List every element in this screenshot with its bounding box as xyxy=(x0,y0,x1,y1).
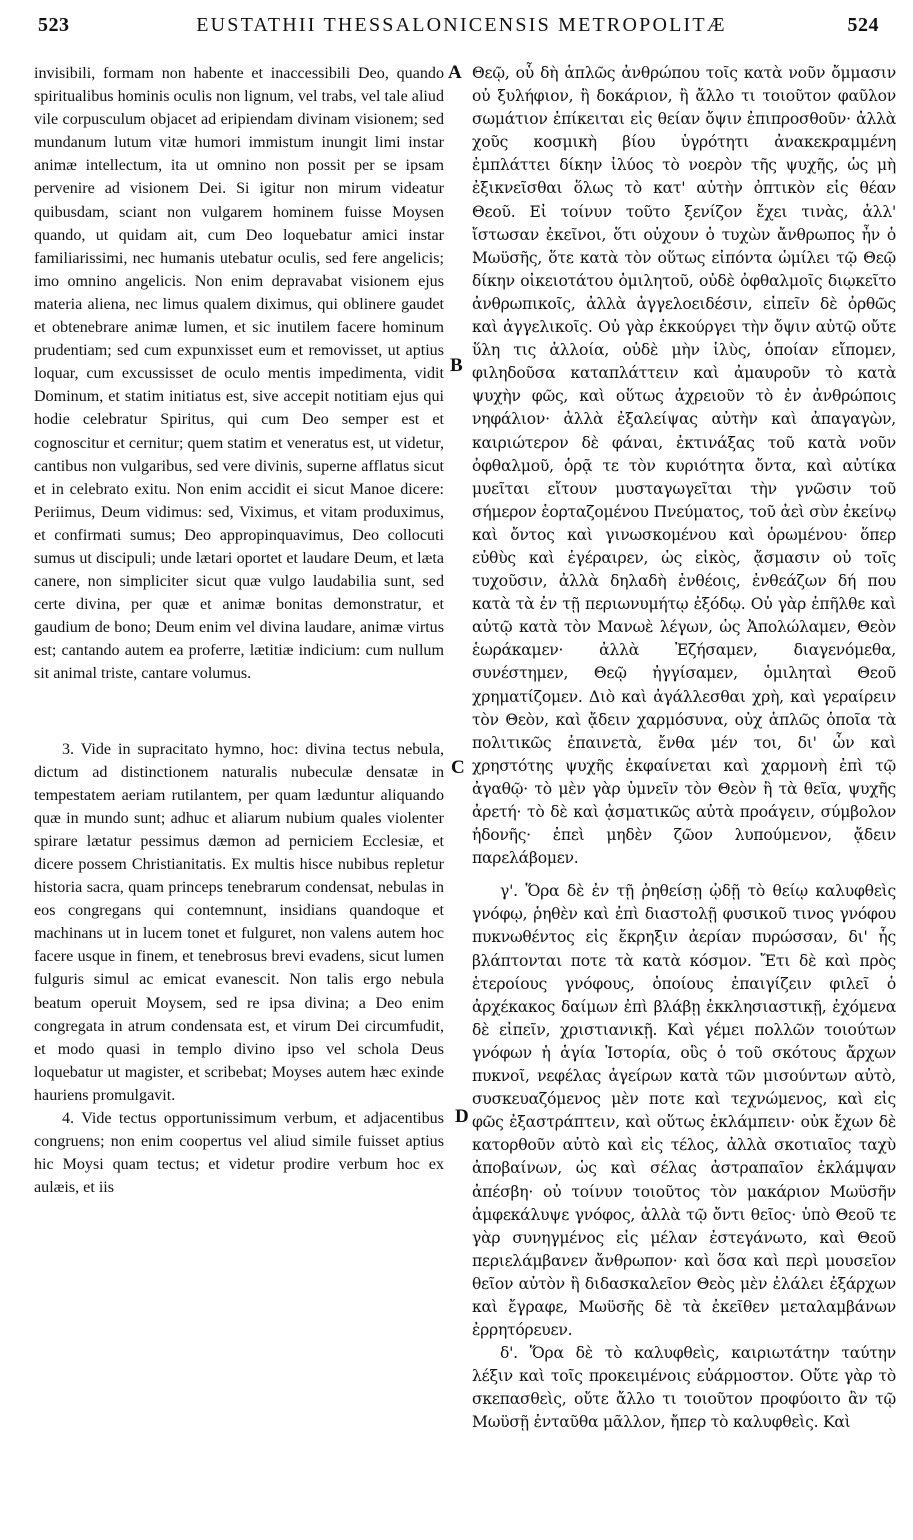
greek-column xyxy=(472,62,896,1435)
latin-paragraph-section-3: 3. Vide in supracitato hymno, hoc: divina tectus nebula, dictum ad distinctionem naturalis nubeculæ densatæ in tempestatem aeriam rutilantem, per quam læduntur aliquando quæ in mundo sunt; adhuc et aliarum nubium quales violenter spirare lætatur pessimus dæmon ad perniciem Ecclesiæ, et dicere possem Christianitatis. Ex multis hisce nubibus repletur historia sacra, quam princeps tenebrarum condensat, nebulas in eos congregans qui contemnunt, insidians quandoque et machinans ut in lucem tonet et fulguret, non valens autem hoc facere usque in finem, et tenebrosus brevi evadens, sicut lumen fulguris simul ac emicat evanescit. Non talis ergo nebula beatum operuit Moysem, sed re ipsa divina; a Deo enim congregata in atrum condensata est, et virum Dei circumfudit, et modo quasi in templo divino ipso vel schola Deus loquebatur ut magister, et scribebat; Moyses autem hæc exinde hauriens promulgavit. xyxy=(34,740,444,1104)
page-header xyxy=(24,8,899,42)
greek-paragraph-section-3: γ'. Ὅρα δὲ ἐν τῇ ῥηθείσῃ ᾠδῇ τὸ θείῳ καλυφθεὶς γνόφῳ, ῥηθὲν καὶ ἐπὶ διαστολῇ φυσικοῦ τινος γνόφου πυκνωθέντος εἰς ἔκρηξιν ἀερίαν πυρώσσαν, δι' ἧς βλάπτονται ποτε τὰ κατὰ κόσμον. Ἔτι δὲ καὶ πρὸς ἑτεροίους γνόφους, ὁποίους ἐπαιγίζειν φιλεῖ ὁ ἀρχέκακος δαίμων ἐπὶ βλάβῃ ἐκκλησιαστικῇ, ἐχόμενα δὲ εἰπεῖν, χριστιανικῇ. Καὶ γέμει πολλῶν τοιούτων γνόφων ἡ ἁγία Ἱστορία, οὓς ὁ τοῦ σκότους ἄρχων πυκνοῖ, νεφέλας ἀγείρων κατὰ τῶν μισούντων αὐτὸ, συσκευαζόμενος μὲν ποτε καὶ τεχνώμενος, καὶ εἰς φῶς ἐξαστράπτειν, καὶ οὕτως ἐκλάμπειν· οὐκ ἔχων δὲ κατορθοῦν αὐτὸ καὶ εἰς τέλος, ἀλλὰ σκοτιαῖος ταχὺ ἀποβαίνων, ὡς καὶ σέλας ἀστραπαῖον ἐκλάμψαν ἀπέσβη· οὐ τοίνυν τοιοῦτος τὸν μακάριον Μωϋσῆν ἀμφεκάλυψε γνόφος, ἀλλὰ τῷ ὄντι θεῖος· ὑπὸ Θεοῦ τε γὰρ συνηγμένος εἰς μέλαν ἐστεγάνωτο, καὶ Θεοῦ περιελάμβανεν ἄνθρωπον· καὶ ὅσα καὶ περὶ μουσεῖον θεῖον αὐτὸν ἢ διδασκαλεῖον Θεὸς μὲν ἐλάλει ἐξάρχων καὶ ἔγραφε, Μωϋσῆς δὲ τὰ ἐκεῖθεν μεταλαμβάνων ἐρρητόρευεν. xyxy=(472,882,896,1340)
running-title: EUSTATHII THESSALONICENSIS METROPOLITÆ xyxy=(196,14,727,36)
margin-marker-c: C xyxy=(451,757,465,778)
latin-column xyxy=(34,62,444,1199)
latin-paragraph-section-4: 4. Vide tectus opportunissimum verbum, et adjacentibus congruens; non enim coopertus vel aliud simile fuisset aptius hic Moysi quam tectus; et videtur prodire verbum hoc ex aulæis, et iis xyxy=(34,1110,444,1197)
greek-paragraph-section-4: δ'. Ὅρα δὲ τὸ καλυφθεὶς, καιριωτάτην ταύτην λέξιν καὶ τοῖς προκειμένοις εὐάρμοστον. Οὔτε γὰρ τὸ σκεπασθεὶς, οὔτε ἄλλο τι τοιοῦτον προφύοιτο ἂν τῷ Μωϋσῇ ἐνταῦθα μᾶλλον, ἤπερ τὸ καλυφθεὶς. Καὶ xyxy=(472,1344,896,1432)
latin-paragraph-1: invisibili, formam non habente et inaccessibili Deo, quando spiritualibus hominis oculis non lignum, vel trabs, vel tale aliud vile corpusculum objacet ad eripiendam divinam visionem; sed mundanum lutum vitæ humori immistum inungit limi instar animæ intellectum, ita ut omnino non possit per se ipsam pervenire ad visionem Dei. Si igitur non mirum videatur quibusdam, sciant non vulgarem hominem fuisse Moysen quando, ut quidam ait, cum Deo loquebatur amici instar familiarissimi, nec humanis utebatur oculis, sed fere angelicis; imo omnino angelicis. Non enim depravabat visionem ejus materia aliena, nec limus qualem diximus, qui oblinere gaudet et obtenebrare animæ lumen, et sic inutilem facere hominum prudentiam; sed cum expunxisset eum et removisset, ut aptius loquar, cum excussisset de oculo mentis impedimenta, vidit Dominum, et statim initiatus est, sive accepit notitiam ejus qui hodie celebratur Spiritus, qui cum Deo semper est et cognoscitur et cernitur; quem statim et veneratus est, ut videtur, cantibus non vulgaribus, sed vere divinis, superne afflatus sicut et in celebrato exitu. Non enim accidit ei sicut Manoe dicere: Periimus, Deum vidimus: sed, Viximus, et vitam produximus, et confirmati sumus; Deo appropinquavimus, Deo collocuti sumus ut discipuli; unde lætari oportet et laudare Deum, et læta canere, non simpliciter sicut quæ vulgo laudabilia sunt, sed certe divina, per quæ et animæ bonitas demonstratur, et gaudium de bono; Deum enim vel divina laudare, animæ virtus est; cantando autem ea proferre, lætitiæ indicium: cum nullum sit animal triste, cantare volumus. xyxy=(34,65,444,683)
margin-marker-a: A xyxy=(448,62,462,83)
margin-marker-b: B xyxy=(450,355,463,376)
page-number-right: 524 xyxy=(847,14,879,36)
spacer xyxy=(472,870,896,880)
greek-paragraph-1: Θεῷ, οὗ δὴ ἁπλῶς ἀνθρώπου τοῖς κατὰ νοῦν ὄμμασιν οὐ ξυλήφιον, ἢ δοκάριον, ἢ ἄλλο τι τοιοῦτον φαῦλον σωμάτιον ἐπίκειται εἰς θείαν ὄψιν ἐπιπροσθοῦν· ἀλλὰ χοῦς κοσμικὴ βίου ὑγρότητι ἀνακεκραμμένη ἐμπλάττει δίκην ἰλύος τὸ νοερὸν τῆς ψυχῆς, ὡς μὴ ἐξικνεῖσθαι ὅλως τὸ κατ' αὐτὴν ὀπτικὸν εἰς θέαν Θεοῦ. Εἰ τοίνυν τοῦτο ξενίζον ἔχει τινὰς, ἀλλ' ἴστωσαν ἐκεῖνοι, ὅτι οὐχουν ὁ τυχὼν ἄνθρωπος ἦν ὁ Μωϋσῆς, ὅτε κατὰ τὸν οὕτως εἰπόντα ὡμίλει τῷ Θεῷ δίκην οἰκειοτάτου ὁμιλητοῦ, οὐδὲ ὀφθαλμοῖς διῳκεῖτο ἀνθρωπικοῖς, ἀλλὰ ἀγγελοειδέσιν, εἰπεῖν δὲ ὀρθῶς καὶ ἀγγελικοῖς. Οὐ γὰρ ἐκκούργει τὴν ὄψιν αὐτῷ οὔτε ὕλη τις ἀλλοία, οὐδὲ μὴν ἰλὺς, ὁποίαν εἴπομεν, φιληδοῦσα καταπλάττειν καὶ ἀμαυροῦν τὸ κατὰ ψυχὴν φῶς, καὶ οὕτως ἀχρειοῦν τὸ ἐν ἀνθρώποις νηφάλιον· ἀλλὰ ἐξαλείψας αὐτὴν καὶ ἀπαγαγὼν, καιριώτερον δὲ φάναι, ἐκτινάξας τοῦ κατὰ νοῦν ὀφθαλμοῦ, ὁρᾷ τε τὸν κυριότητα ὄντα, καὶ αὐτίκα μυεῖται εἴτουν μυσταγωγεῖται τὴν γνῶσιν τοῦ σήμερον ἑορταζομένου Πνεύματος, τοῦ ἀεὶ σὺν ἐκείνῳ καὶ ὄντος καὶ γινωσκομένου καὶ ὁρωμένου· ὅπερ εὐθὺς καὶ ἐγέραιρεν, ὡς εἰκὸς, ᾄσμασιν οὐ τοῖς τυχοῦσιν, ἀλλὰ δηλαδὴ ἐνθέοις, ἐνθεάζων δή που κατὰ τὰ ἐν τῇ περιωνυμήτῳ ἐξόδῳ. Οὐ γὰρ ἐπῆλθε καὶ αὐτῷ κατὰ τὸν Μανωὲ λέγων, ὡς Ἀπολώλαμεν, Θεὸν ἑωράκαμεν· ἀλλὰ Ἐζήσαμεν, διαγενόμεθα, συνέστημεν, Θεῷ ἠγγίσαμεν, ὁμιληταὶ Θεοῦ χρηματίζομεν. Διὸ καὶ ἀγάλλεσθαι χρὴ, καὶ γεραίρειν τὸν Θεὸν, καὶ ᾄδειν χαρμόσυνα, οὐχ ἁπλῶς ὁποῖα τὰ πολιτικῶς ἐπαινετὰ, ἔνθα μέν τοι, δι' ὧν καὶ χρηστότης ψυχῆς ἐκφαίνεται καὶ χαρμονὴ ἐπὶ τῷ ἀγαθῷ· τὸ μὲν γὰρ ὑμνεῖν τὸν Θεὸν ἢ τὰ θεῖα, ψυχῆς ἀρετή· τὸ δὲ καὶ ᾀσματικῶς αὐτὰ προάγειν, σύμβολον ἡδονῆς· ἐπεὶ μηδὲν ζῶον λυπούμενον, ᾄδειν παρελάβομεν. xyxy=(472,64,896,868)
margin-marker-d: D xyxy=(455,1106,469,1127)
page-number-left: 523 xyxy=(38,14,70,36)
spacer xyxy=(34,686,444,738)
